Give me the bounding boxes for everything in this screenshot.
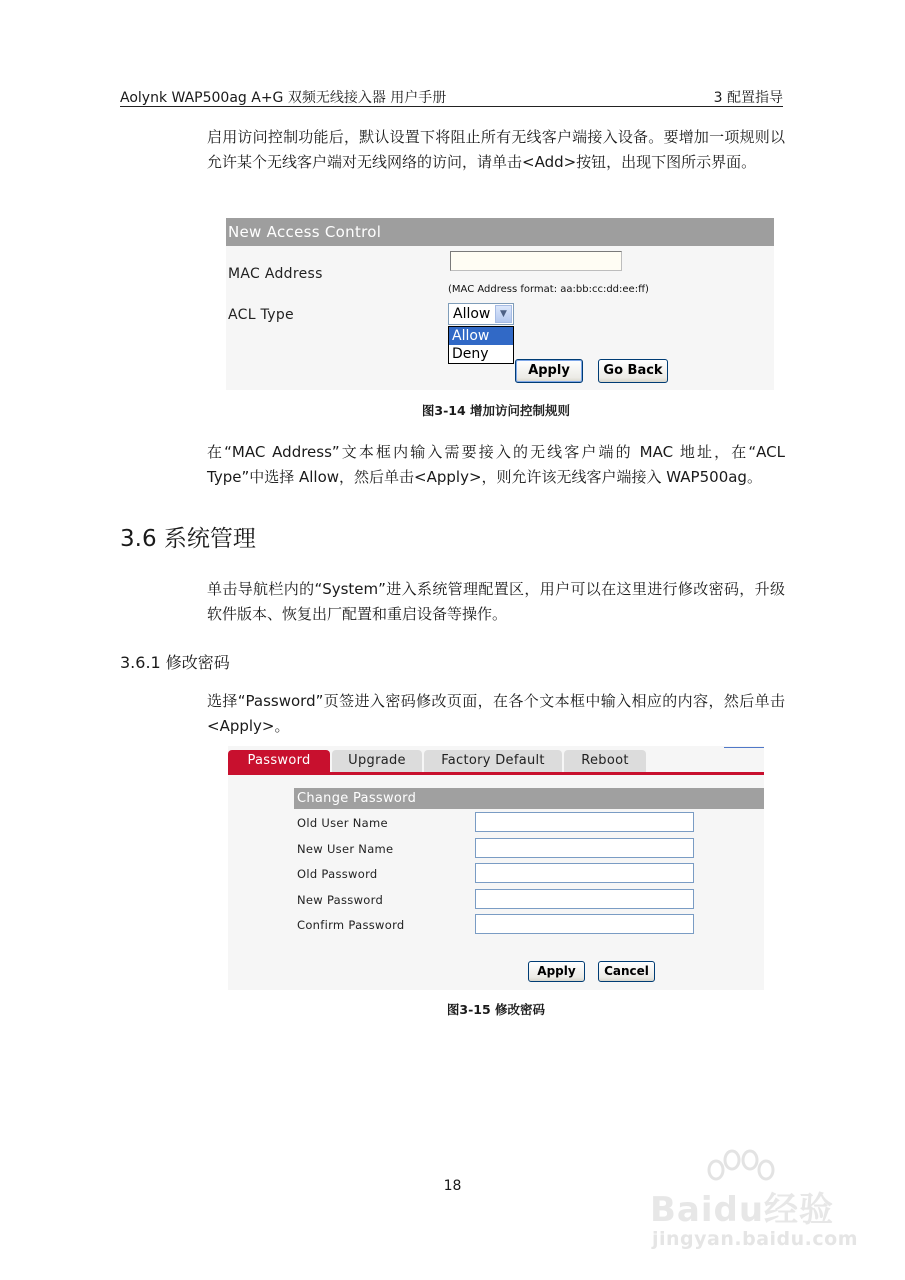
- old-user-name-label: Old User Name: [297, 816, 388, 830]
- figure-caption: 图3-14 增加访问控制规则: [421, 403, 571, 418]
- tab-upgrade[interactable]: Upgrade: [332, 750, 422, 772]
- old-password-label: Old Password: [297, 867, 378, 881]
- apply-button[interactable]: Apply: [515, 359, 583, 383]
- new-password-input[interactable]: [475, 889, 694, 909]
- tab-bar-corner-line: [724, 747, 764, 748]
- acl-type-dropdown: [448, 326, 514, 364]
- chevron-down-icon[interactable]: ▼: [495, 305, 512, 323]
- header-chapter: 3 配置指导: [713, 90, 783, 106]
- tab-factory-default[interactable]: Factory Default: [424, 750, 562, 772]
- confirm-password-label: Confirm Password: [297, 918, 405, 932]
- go-back-button[interactable]: Go Back: [598, 359, 668, 383]
- acl-option-deny[interactable]: Deny: [452, 346, 489, 362]
- new-access-control-panel: [226, 218, 774, 390]
- password-apply-button[interactable]: Apply: [528, 961, 585, 982]
- section-heading: 3.6 系统管理: [120, 526, 256, 552]
- acl-type-selected-value: Allow: [453, 306, 491, 322]
- acl-instructions-paragraph: 在“MAC Address”文本框内输入需要接入的无线客户端的 MAC 地址，在“ACL Type”中选择 Allow，然后单击<Apply>，则允许该无线客户端接入 WAP500ag。: [207, 443, 785, 486]
- panel-title-bar: New Access Control: [226, 218, 774, 246]
- subsection-heading: 3.6.1 修改密码: [120, 653, 230, 672]
- intro-paragraph: 启用访问控制功能后，默认设置下将阻止所有无线客户端接入设备。要增加一项规则以允许某个无线客户端对无线网络的访问，请单击<Add>按钮，出现下图所示界面。: [207, 128, 785, 171]
- page-number: 18: [443, 1178, 462, 1194]
- acl-type-select[interactable]: [448, 303, 514, 325]
- watermark-brand: Baidu经验: [650, 1190, 835, 1230]
- watermark-url: jingyan.baidu.com: [652, 1228, 858, 1250]
- mac-address-input[interactable]: [450, 251, 622, 271]
- change-password-title-bar: Change Password: [294, 788, 764, 809]
- mac-format-hint: (MAC Address format: aa:bb:cc:dd:ee:ff): [448, 284, 649, 295]
- tab-bar-underline: [228, 772, 764, 775]
- new-password-label: New Password: [297, 893, 384, 907]
- password-cancel-button[interactable]: Cancel: [598, 961, 655, 982]
- figure-caption-2: 图3-15 修改密码: [446, 1002, 546, 1017]
- mac-address-label: MAC Address: [228, 266, 323, 282]
- old-password-input[interactable]: [475, 863, 694, 883]
- acl-type-label: ACL Type: [228, 307, 294, 323]
- baidu-watermark: [650, 1148, 880, 1263]
- old-user-name-input[interactable]: [475, 812, 694, 832]
- header-title: Aolynk WAP500ag A+G 双频无线接入器 用户手册: [120, 90, 447, 106]
- tab-reboot[interactable]: Reboot: [564, 750, 646, 772]
- acl-option-allow[interactable]: Allow: [449, 327, 513, 345]
- change-password-panel: [228, 746, 764, 990]
- header-divider: [120, 106, 783, 107]
- password-intro-paragraph: 选择“Password”页签进入密码修改页面，在各个文本框中输入相应的内容，然后单击<Apply>。: [207, 692, 785, 735]
- confirm-password-input[interactable]: [475, 914, 694, 934]
- new-user-name-input[interactable]: [475, 838, 694, 858]
- new-user-name-label: New User Name: [297, 842, 394, 856]
- tab-password[interactable]: Password: [228, 750, 330, 772]
- system-intro-paragraph: 单击导航栏内的“System”进入系统管理配置区，用户可以在这里进行修改密码，升级软件版本、恢复出厂配置和重启设备等操作。: [207, 580, 785, 623]
